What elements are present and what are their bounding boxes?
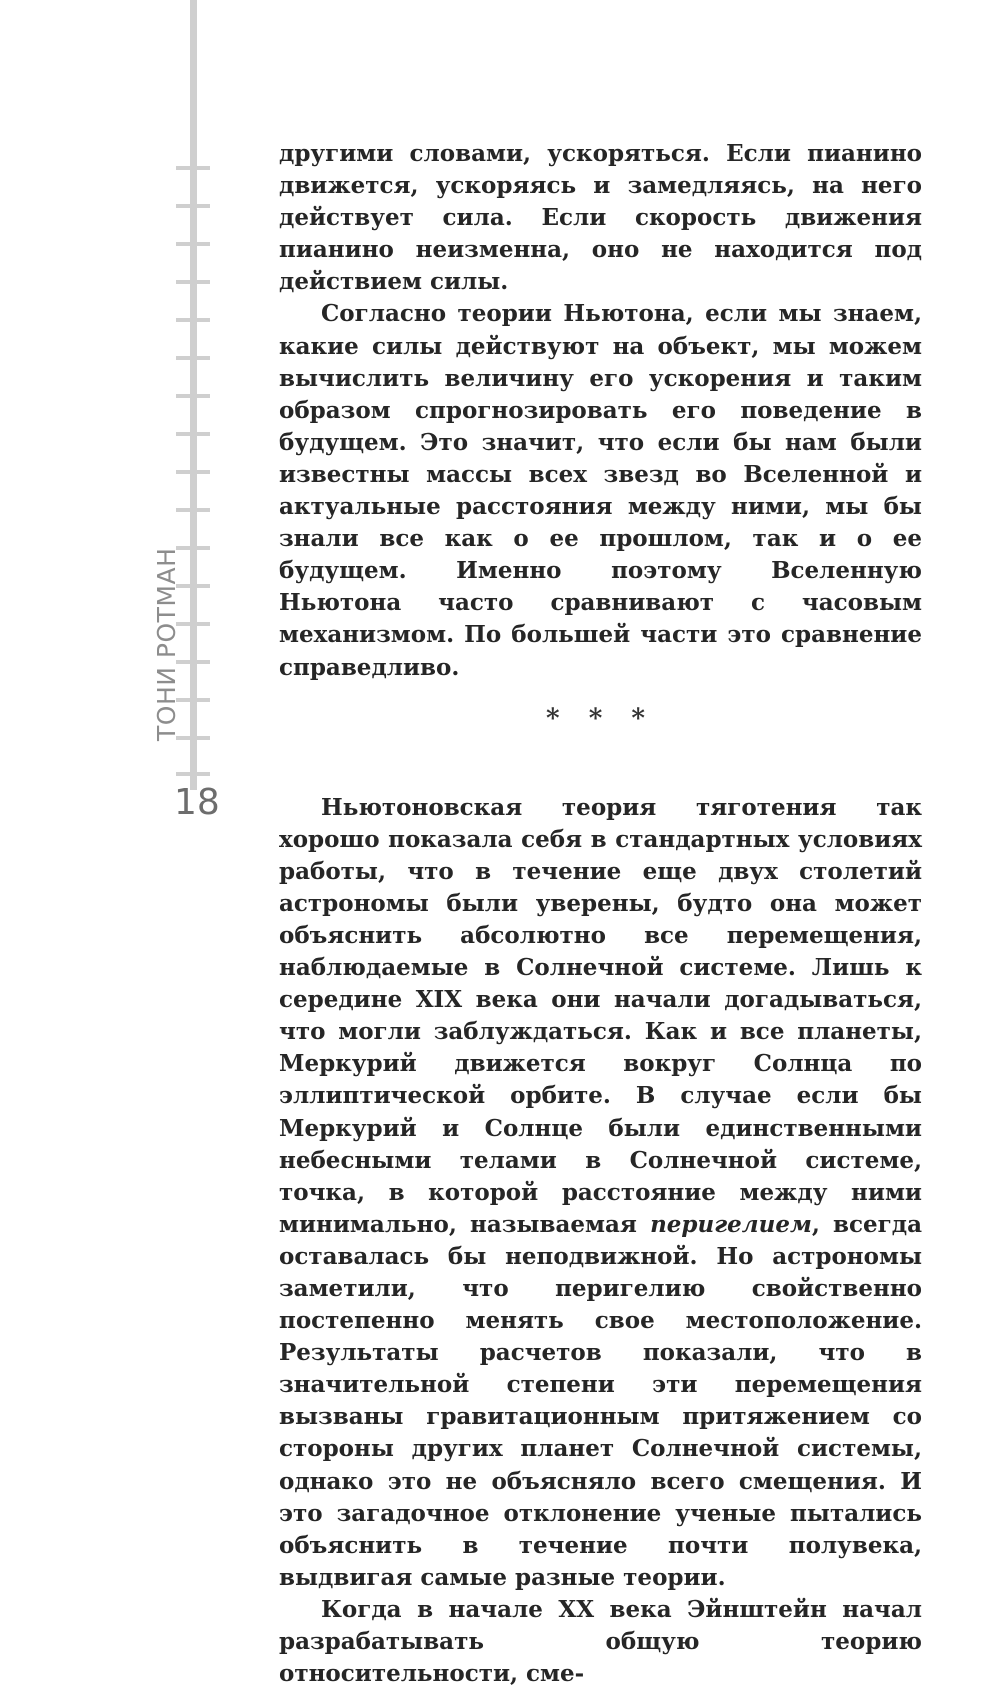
paragraph-text: , всегда оставалась бы неподвижной. Но астрономы заметили, что перигелию свойственно постепенно менять свое местоположение. Результаты расчетов показали, что в значительной степени эти перемещения вызваны гравитационным притяжением со стороны других планет Солнечной системы, однако это не объясняло всего смещения. И это загадочное отклонение ученые пытались объяснить в течение почти полувека, выдвигая самые разные теории. xyxy=(279,1210,922,1591)
paragraph xyxy=(279,792,922,1594)
rail-tick xyxy=(176,280,210,284)
rail-tick xyxy=(176,508,210,512)
paragraph: Согласно теории Ньютона, если мы знаем, какие силы действуют на объект, мы можем вычислить величину его ускорения и таким образом спрогнозировать его поведение в будущем. Это значит, что если бы нам были известны массы всех звезд во Вселенной и актуальные расстояния между ними, мы бы знали все как о ее прошлом, так и о ее будущем. Именно поэтому Вселенную Ньютона часто сравнивают с часовым механизмом. По большей части это сравнение справедливо. xyxy=(279,300,922,681)
rail-tick xyxy=(176,242,210,246)
body-text xyxy=(279,138,922,1690)
section-separator: * * * xyxy=(546,703,655,734)
rail-tick xyxy=(176,772,210,776)
rail-tick xyxy=(176,698,210,702)
rail-tick xyxy=(176,584,210,588)
running-head-author: ТОНИ РОТМАН xyxy=(152,547,181,741)
rail-tick xyxy=(176,432,210,436)
rail-tick xyxy=(176,204,210,208)
rail-tick xyxy=(176,166,210,170)
rail-tick xyxy=(176,736,210,740)
paragraph: Когда в начале XX века Эйнштейн начал разрабатывать общую теорию относительности, сме- xyxy=(279,1595,922,1688)
rail-tick xyxy=(176,546,210,550)
rail-tick xyxy=(176,356,210,360)
paragraph: другими словами, ускоряться. Если пианино движется, ускоряясь и замедляясь, на него действует сила. Если скорость движения пианино неизменна, оно не находится под действием силы. xyxy=(279,140,922,296)
rail-tick xyxy=(176,318,210,322)
rail-tick xyxy=(176,394,210,398)
rail-tick xyxy=(176,622,210,626)
page-number: 18 xyxy=(174,782,220,823)
rail-tick xyxy=(176,470,210,474)
italic-term: перигелием xyxy=(650,1210,812,1238)
rail-tick xyxy=(176,660,210,664)
page-margin-rail xyxy=(0,0,240,1615)
paragraph-text: Ньютоновская теория тяготения так хорошо показала себя в стандартных условиях работы, что в течение еще двух столетий астрономы были уверены, будто она может объяснить абсолютно все перемещения, наблюдаемые в Солнечной системе. Лишь к середине XIX века они начали догадываться, что могли заблуждаться. Как и все планеты, Меркурий движется вокруг Солнца по эллиптической орбите. В случае если бы Меркурий и Солнце были единственными небесными телами в Солнечной системе, точка, в которой расстояние между ними минимально, называемая xyxy=(279,793,922,1238)
